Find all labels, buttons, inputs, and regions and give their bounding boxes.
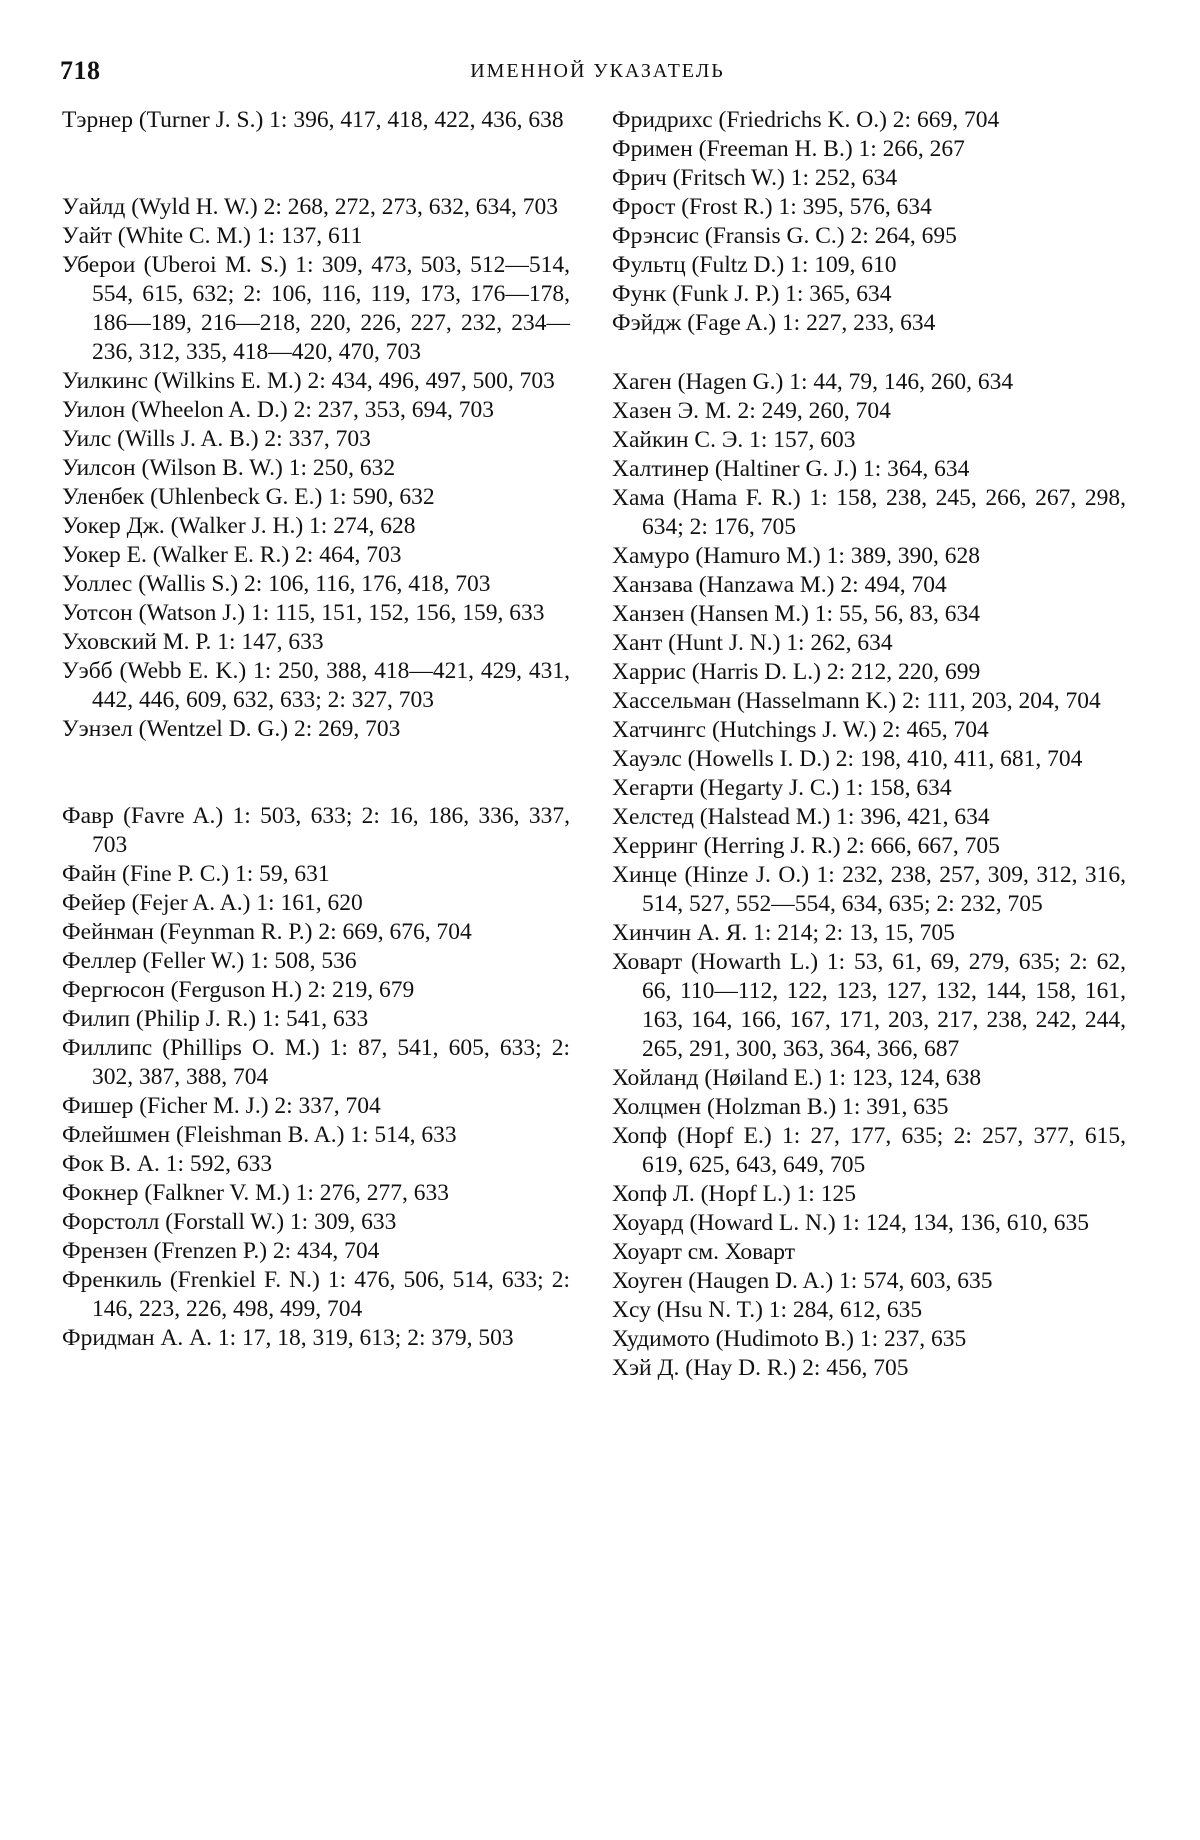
index-entry: Уоллес (Wallis S.) 2: 106, 116, 176, 418, 703 [62, 571, 491, 597]
index-entry: Фридман А. А. 1: 17, 18, 319, 613; 2: 379, 503 [62, 1325, 514, 1351]
index-entry: Фишер (Ficher M. J.) 2: 337, 704 [62, 1093, 381, 1119]
index-entry: Хоуарт см. Ховарт [612, 1239, 796, 1265]
index-entry: Уокер Е. (Walker E. R.) 2: 464, 703 [62, 542, 402, 568]
index-entry: Хассельман (Hasselmann K.) 2: 111, 203, 204, 704 [612, 688, 1101, 714]
index-entry: Уилс (Wills J. A. B.) 2: 337, 703 [62, 426, 371, 452]
index-entry: Хатчингс (Hutchings J. W.) 2: 465, 704 [612, 717, 989, 743]
index-entry: Фавр (Favre A.) 1: 503, 633; 2: 16, 186, 336, 337, 703 [62, 803, 570, 858]
index-entry: Хайкин С. Э. 1: 157, 603 [612, 427, 856, 453]
index-entry: Хсу (Hsu N. T.) 1: 284, 612, 635 [612, 1297, 923, 1323]
running-title: ИМЕННОЙ УКАЗАТЕЛЬ [470, 60, 725, 82]
index-entry: Фейер (Fejer A. A.) 1: 161, 620 [62, 890, 363, 916]
index-entry: Худимото (Hudimoto B.) 1: 237, 635 [612, 1326, 967, 1352]
index-entry: Хинце (Hinze J. O.) 1: 232, 238, 257, 309, 312, 316, 514, 527, 552—554, 634, 635; 2: 232, 705 [612, 862, 1126, 917]
index-entry: Фэйдж (Fage A.) 1: 227, 233, 634 [612, 310, 936, 336]
index-entry: Фергюсон (Ferguson H.) 2: 219, 679 [62, 977, 415, 1003]
index-entry: Фрич (Fritsch W.) 1: 252, 634 [612, 165, 898, 191]
index-entry: Уэнзел (Wentzel D. G.) 2: 269, 703 [62, 716, 401, 742]
index-entry: Уайлд (Wyld H. W.) 2: 268, 272, 273, 632, 634, 703 [62, 194, 559, 220]
index-entry: Ховарт (Howarth L.) 1: 53, 61, 69, 279, 635; 2: 62, 66, 110—112, 122, 123, 127, 132, 144, 158, 161, 163, 164, 166, 167, 171, 203, 217, 238, 242, 244, 265, 291, 300, 363, 364, 366, 687 [612, 949, 1126, 1062]
index-entry: Фридрихс (Friedrichs K. O.) 2: 669, 704 [612, 107, 1000, 133]
index-entry: Хамуро (Hamuro M.) 1: 389, 390, 628 [612, 543, 980, 569]
index-entry: Фрэнсис (Fransis G. C.) 2: 264, 695 [612, 223, 957, 249]
index-entry: Хинчин А. Я. 1: 214; 2: 13, 15, 705 [612, 920, 955, 946]
index-entry: Хоуард (Howard L. N.) 1: 124, 134, 136, 610, 635 [612, 1210, 1089, 1236]
index-entry: Уберои (Uberoi M. S.) 1: 309, 473, 503, 512—514, 554, 615, 632; 2: 106, 116, 119, 173, 176—178, 186—189, 216—218, 220, 226, 227, 232, 234—236, 312, 335, 418—420, 470, 703 [62, 252, 570, 365]
index-entry: Феллер (Feller W.) 1: 508, 536 [62, 948, 357, 974]
index-entry: Ханзен (Hansen M.) 1: 55, 56, 83, 634 [612, 601, 980, 627]
index-entry: Хаген (Hagen G.) 1: 44, 79, 146, 260, 634 [612, 369, 1014, 395]
index-entry: Уилкинс (Wilkins E. M.) 2: 434, 496, 497, 500, 703 [62, 368, 555, 394]
index-entry: Холцмен (Holzman B.) 1: 391, 635 [612, 1094, 949, 1120]
index-entry: Хауэлс (Howells I. D.) 2: 198, 410, 411, 681, 704 [612, 746, 1083, 772]
index-entry: Хэй Д. (Hay D. R.) 2: 456, 705 [612, 1355, 909, 1381]
index-entry: Уилон (Wheelon A. D.) 2: 237, 353, 694, 703 [62, 397, 494, 423]
index-entry: Уэбб (Webb E. K.) 1: 250, 388, 418—421, 429, 431, 442, 446, 609, 632, 633; 2: 327, 703 [62, 658, 570, 713]
index-entry: Харрис (Harris D. L.) 2: 212, 220, 699 [612, 659, 981, 685]
index-entry: Филлипс (Phillips O. M.) 1: 87, 541, 605, 633; 2: 302, 387, 388, 704 [62, 1035, 570, 1090]
index-entry: Хант (Hunt J. N.) 1: 262, 634 [612, 630, 893, 656]
index-entry: Уленбек (Uhlenbeck G. E.) 1: 590, 632 [62, 484, 435, 510]
index-entry: Фультц (Fultz D.) 1: 109, 610 [612, 252, 897, 278]
index-entry: Уокер Дж. (Walker J. H.) 1: 274, 628 [62, 513, 416, 539]
index-entry: Фрост (Frost R.) 1: 395, 576, 634 [612, 194, 932, 220]
index-entry: Хегарти (Hegarty J. C.) 1: 158, 634 [612, 775, 952, 801]
index-entry: Хама (Hama F. R.) 1: 158, 238, 245, 266, 267, 298, 634; 2: 176, 705 [612, 485, 1126, 540]
left-column [62, 106, 570, 1353]
index-entry: Тэрнер (Turner J. S.) 1: 396, 417, 418, 422, 436, 638 [62, 107, 564, 133]
index-entry: Френзен (Frenzen P.) 2: 434, 704 [62, 1238, 380, 1264]
index-entry: Филип (Philip J. R.) 1: 541, 633 [62, 1006, 369, 1032]
index-entry: Уайт (White C. M.) 1: 137, 611 [62, 223, 363, 249]
index-entry: Фримен (Freeman H. B.) 1: 266, 267 [612, 136, 965, 162]
index-entry: Френкиль (Frenkiel F. N.) 1: 476, 506, 514, 633; 2: 146, 223, 226, 498, 499, 704 [62, 1267, 570, 1322]
index-entry: Хоуген (Haugen D. A.) 1: 574, 603, 635 [612, 1268, 993, 1294]
index-entry: Хелстед (Halstead M.) 1: 396, 421, 634 [612, 804, 990, 830]
index-entry: Халтинер (Haltiner G. J.) 1: 364, 634 [612, 456, 970, 482]
index-entry: Функ (Funk J. P.) 1: 365, 634 [612, 281, 892, 307]
index-entry: Форстолл (Forstall W.) 1: 309, 633 [62, 1209, 397, 1235]
index-entry: Ханзава (Hanzawa M.) 2: 494, 704 [612, 572, 947, 598]
index-entry: Херринг (Herring J. R.) 2: 666, 667, 705 [612, 833, 1000, 859]
right-column [612, 106, 1126, 1383]
index-entry: Уотсон (Watson J.) 1: 115, 151, 152, 156, 159, 633 [62, 600, 545, 626]
page-number: 718 [60, 56, 101, 85]
index-entry: Фок В. А. 1: 592, 633 [62, 1151, 273, 1177]
index-entry: Уилсон (Wilson B. W.) 1: 250, 632 [62, 455, 396, 481]
page-header [60, 56, 1135, 96]
index-entry: Хойланд (Høiland E.) 1: 123, 124, 638 [612, 1065, 982, 1091]
index-entry: Хазен Э. М. 2: 249, 260, 704 [612, 398, 891, 424]
index-entry: Фейнман (Feynman R. P.) 2: 669, 676, 704 [62, 919, 472, 945]
index-entry: Фокнер (Falkner V. M.) 1: 276, 277, 633 [62, 1180, 449, 1206]
index-entry: Файн (Fine P. C.) 1: 59, 631 [62, 861, 330, 887]
index-entry: Хопф Л. (Hopf L.) 1: 125 [612, 1181, 856, 1207]
index-entry: Уховский М. Р. 1: 147, 633 [62, 629, 324, 655]
index-entry: Хопф (Hopf E.) 1: 27, 177, 635; 2: 257, 377, 615, 619, 625, 643, 649, 705 [612, 1123, 1126, 1178]
index-entry: Флейшмен (Fleishman B. A.) 1: 514, 633 [62, 1122, 457, 1148]
